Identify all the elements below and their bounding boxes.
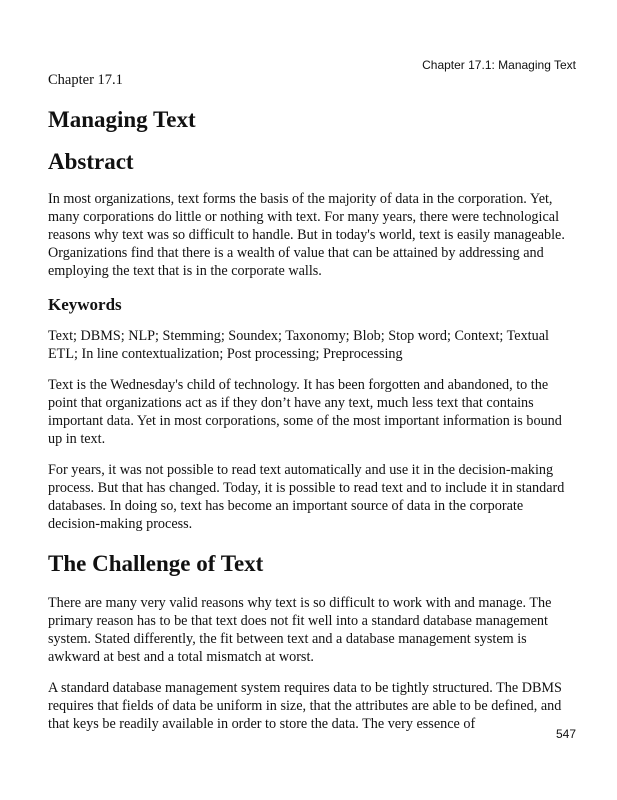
chapter-label: Chapter 17.1 <box>48 72 123 88</box>
intro-paragraph: Text is the Wednesday's child of technology. It has been forgotten and abandoned, to the point that organizations act as if they don’t have any text, much less text that contains important data. Yet in most corporations, some of the most important information is bound up in text. <box>48 377 562 447</box>
abstract-paragraph: In most organizations, text forms the basis of the majority of data in the corporation. Yet, many corporations do little or nothing with text. For many years, there were technological reasons why text was so difficult to handle. But in today's world, text is easily manageable. Organizations find that there is a wealth of value that can be attained by addressing and employing the text that is in the corporate walls. <box>48 191 565 279</box>
abstract-heading: Abstract <box>48 149 134 174</box>
challenge-paragraph: There are many very valid reasons why text is so difficult to work with and manage. The primary reason has to be that text does not fit well into a standard database management system. Stated differently, the fit between text and a database management system is awkward at best and a total mismatch at worst. <box>48 595 552 665</box>
page-title: Managing Text <box>48 107 196 132</box>
keywords-paragraph: Text; DBMS; NLP; Stemming; Soundex; Taxonomy; Blob; Stop word; Context; Textual ETL; In line contextualization; Post processing; Preprocessing <box>48 328 549 362</box>
page-content <box>48 102 572 746</box>
page-number: 547 <box>555 727 576 741</box>
challenge-paragraph: A standard database management system requires data to be tightly structured. The DBMS requires that fields of data be uniform in size, that the attributes are able to be defined, and that keys be readily available in order to store the data. The very essence of <box>48 680 562 732</box>
keywords-heading: Keywords <box>48 295 122 314</box>
running-head: Chapter 17.1: Managing Text <box>422 58 576 72</box>
intro-paragraph: For years, it was not possible to read text automatically and use it in the decision-making process. But that has changed. Today, it is possible to read text and to include it in standard databases. In doing so, text has become an important source of data in the corporate decision-making process. <box>48 462 565 532</box>
challenge-heading: The Challenge of Text <box>48 551 264 576</box>
